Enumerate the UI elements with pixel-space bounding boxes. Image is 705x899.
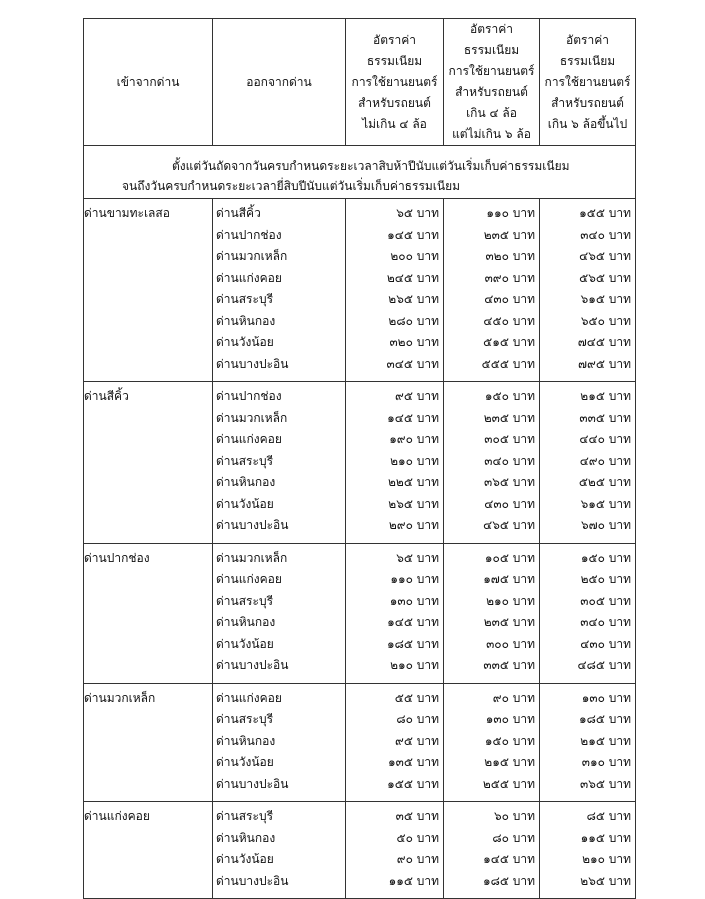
rate-over-6-wheels: ๓๑๐ บาท (581, 755, 631, 769)
entry-gate-group (84, 802, 636, 899)
rate-4-wheels-cell (346, 802, 444, 899)
rate-over-6-wheels: ๑๕๕ บาท (579, 206, 631, 220)
exit-gate-name: ด่านมวกเหล็ก (216, 410, 288, 425)
entry-gate-cell (84, 199, 213, 382)
exit-gate-cell (213, 382, 346, 544)
exit-gate-cell (213, 543, 346, 683)
rate-6-wheels: ๑๑๐ บาท (486, 206, 535, 220)
exit-gate-name: ด่านสีคิ้ว (216, 206, 261, 220)
rate-6-wheels: ๓๐๐ บาท (486, 636, 535, 651)
rate-6-wheels: ๕๑๕ บาท (483, 335, 535, 349)
rate-6-wheels: ๓๒๐ บาท (485, 249, 535, 263)
rate-over-6-wheels: ๔๔๐ บาท (579, 432, 631, 446)
rate-6-wheels: ๒๕๕ บาท (482, 776, 535, 791)
rate-4-wheels: ๒๑๐ บาท (390, 658, 439, 672)
exit-gate-name: ด่านบางปะอิน (216, 658, 289, 672)
rate-4-wheels: ๘๐ บาท (396, 712, 439, 726)
rate-over-6-wheels: ๓๐๕ บาท (580, 593, 631, 608)
rate-4-wheels: ๖๕ บาท (396, 206, 439, 220)
rate-over-6-wheels: ๘๕ บาท (586, 809, 631, 823)
rate-over-6-wheels: ๒๑๕ บาท (580, 389, 631, 403)
rate-6-wheels: ๑๓๐ บาท (485, 712, 535, 726)
rate-4-wheels: ๒๖๕ บาท (388, 496, 439, 511)
rate-6-wheels: ๓๔๐ บาท (484, 453, 535, 468)
rate-6-wheels: ๑๗๕ บาท (483, 572, 535, 586)
rate-6-wheels: ๔๓๐ บาท (484, 496, 535, 511)
rate-4-wheels: ๒๐๐ บาท (390, 249, 439, 263)
period-note (84, 146, 636, 199)
exit-gate-name: ด่านวังน้อย (216, 496, 274, 511)
rate-over-6-wheels: ๓๓๕ บาท (579, 410, 631, 425)
exit-gate-name: ด่านวังน้อย (216, 852, 274, 866)
exit-gate-name: ด่านมวกเหล็ก (216, 550, 288, 565)
rate-4-wheels: ๑๔๕ บาท (387, 615, 439, 629)
entry-gate-name: ด่านแก่งคอย (84, 809, 150, 823)
rate-over-6-wheels: ๒๕๐ บาท (580, 572, 631, 586)
rate-over-6-wheels: ๔๘๕ บาท (577, 658, 631, 672)
header-exit-gate: ออกจากด่าน (213, 19, 346, 146)
exit-gate-name: ด่านบางปะอิน (216, 873, 289, 888)
rate-over-6-wheels: ๑๓๐ บาท (581, 690, 631, 705)
rate-4-wheels: ๒๙๐ บาท (388, 518, 439, 532)
entry-gate-name: ด่านสีคิ้ว (84, 389, 129, 403)
rate-4-wheels-cell (346, 683, 444, 802)
rate-6-wheels: ๒๓๕ บาท (483, 615, 535, 629)
rate-6-wheels: ๒๓๕ บาท (483, 227, 535, 242)
rate-over-6-wheels: ๕๒๕ บาท (578, 475, 631, 489)
rate-4-wheels: ๑๔๕ บาท (387, 227, 439, 242)
rate-6-wheels: ๔๖๕ บาท (483, 518, 535, 532)
rate-6-wheels: ๒๑๐ บาท (486, 593, 535, 608)
entry-gate-cell (84, 683, 213, 802)
rate-over-6-wheels: ๓๖๕ บาท (580, 776, 631, 791)
rate-6-wheels: ๔๓๐ บาท (484, 292, 535, 306)
rate-4-wheels-cell (346, 543, 444, 683)
rate-6-wheels: ๘๐ บาท (492, 830, 535, 845)
rate-4-wheels: ๒๘๐ บาท (388, 313, 439, 328)
rate-over-6-wheels-cell (540, 802, 636, 899)
exit-gate-cell (213, 683, 346, 802)
rate-6-wheels: ๓๐๕ บาท (484, 432, 535, 446)
rate-6-wheels-cell (444, 543, 540, 683)
rate-6-wheels: ๒๓๕ บาท (483, 410, 535, 425)
header-rate-4-wheels: อัตราค่าธรรมเนียม การใช้ยานยนตร์ สำหรับรถยนต์ ไม่เกิน ๔ ล้อ (346, 19, 444, 146)
header-rate-over-6-wheels: อัตราค่าธรรมเนียม การใช้ยานยนตร์ สำหรับรถยนต์ เกิน ๖ ล้อขึ้นไป (540, 19, 636, 146)
exit-gate-name: ด่านหินกอง (216, 313, 276, 328)
rate-4-wheels: ๑๔๕ บาท (387, 410, 439, 425)
rate-over-6-wheels: ๖๑๕ บาท (580, 496, 631, 511)
rate-4-wheels: ๓๒๐ บาท (389, 335, 439, 349)
entry-gate-cell (84, 802, 213, 899)
exit-gate-name: ด่านหินกอง (216, 475, 276, 489)
rate-6-wheels: ๕๕๕ บาท (481, 356, 535, 371)
rate-over-6-wheels-cell (540, 199, 636, 382)
entry-gate-group (84, 382, 636, 544)
rate-over-6-wheels: ๒๑๐ บาท (582, 852, 631, 866)
rate-6-wheels: ๑๕๐ บาท (484, 389, 535, 403)
rate-over-6-wheels: ๓๔๐ บาท (580, 615, 631, 629)
exit-gate-name: ด่านสระบุรี (216, 809, 274, 823)
rate-4-wheels: ๒๑๐ บาท (390, 453, 439, 468)
rate-6-wheels: ๙๐ บาท (492, 690, 535, 705)
exit-gate-name: ด่านวังน้อย (216, 335, 274, 349)
period-note-row (84, 146, 636, 199)
rate-4-wheels: ๑๓๐ บาท (389, 593, 439, 608)
entry-gate-name: ด่านขามทะเลสอ (84, 206, 170, 220)
rate-4-wheels: ๑๑๐ บาท (390, 572, 439, 586)
rate-4-wheels: ๑๑๕ บาท (388, 873, 439, 888)
rate-6-wheels: ๑๔๕ บาท (483, 852, 535, 866)
rate-4-wheels-cell (346, 199, 444, 382)
exit-gate-name: ด่านหินกอง (216, 615, 276, 629)
exit-gate-name: ด่านปากช่อง (216, 389, 282, 403)
exit-gate-name: ด่านมวกเหล็ก (216, 249, 288, 263)
entry-gate-name: ด่านปากช่อง (84, 550, 150, 565)
rate-6-wheels-cell (444, 382, 540, 544)
rate-over-6-wheels: ๔๙๐ บาท (579, 453, 631, 468)
exit-gate-name: ด่านแก่งคอย (216, 270, 282, 285)
rate-over-6-wheels: ๗๙๕ บาท (578, 356, 631, 371)
exit-gate-name: ด่านแก่งคอย (216, 432, 282, 446)
rate-4-wheels: ๑๓๕ บาท (388, 755, 439, 769)
rate-4-wheels: ๖๕ บาท (396, 550, 439, 565)
rate-4-wheels: ๙๐ บาท (396, 852, 439, 866)
rate-over-6-wheels: ๖๗๐ บาท (580, 518, 631, 532)
rate-over-6-wheels: ๓๔๐ บาท (580, 227, 631, 242)
rate-over-6-wheels: ๖๑๕ บาท (580, 292, 631, 306)
entry-gate-group (84, 543, 636, 683)
entry-gate-name: ด่านมวกเหล็ก (84, 690, 156, 705)
header-entry-gate: เข้าจากด่าน (84, 19, 213, 146)
rate-6-wheels: ๔๕๐ บาท (483, 313, 535, 328)
exit-gate-name: ด่านสระบุรี (216, 453, 274, 468)
rate-4-wheels: ๑๕๕ บาท (387, 776, 439, 791)
exit-gate-name: ด่านสระบุรี (216, 292, 274, 306)
header-row (84, 19, 636, 146)
header-rate-6-wheels: อัตราค่าธรรมเนียม การใช้ยานยนตร์ สำหรับรถยนต์ เกิน ๔ ล้อ แต่ไม่เกิน ๖ ล้อ (444, 19, 540, 146)
entry-gate-group (84, 199, 636, 382)
rate-6-wheels: ๑๐๕ บาท (484, 550, 535, 565)
exit-gate-name: ด่านหินกอง (216, 733, 276, 748)
rate-4-wheels: ๒๔๕ บาท (386, 270, 439, 285)
rate-4-wheels: ๑๘๕ บาท (386, 636, 439, 651)
exit-gate-name: ด่านแก่งคอย (216, 690, 282, 705)
exit-gate-name: ด่านบางปะอิน (216, 776, 289, 791)
exit-gate-name: ด่านหินกอง (216, 830, 276, 845)
exit-gate-name: ด่านวังน้อย (216, 755, 274, 769)
rate-4-wheels-cell (346, 382, 444, 544)
rate-over-6-wheels: ๑๕๐ บาท (580, 550, 631, 565)
rate-4-wheels: ๓๔๕ บาท (386, 356, 439, 371)
exit-gate-cell (213, 802, 346, 899)
period-note-line1: ตั้งแต่วันถัดจากวันครบกำหนดระยะเวลาสิบห้าปีนับแต่วันเริ่มเก็บค่าธรรมเนียม (172, 159, 570, 173)
exit-gate-name: ด่านบางปะอิน (216, 518, 289, 532)
rate-over-6-wheels: ๔๖๕ บาท (579, 249, 631, 263)
entry-gate-cell (84, 382, 213, 544)
rate-4-wheels: ๕๐ บาท (396, 830, 439, 845)
rate-4-wheels: ๓๕ บาท (395, 809, 439, 823)
exit-gate-name: ด่านสระบุรี (216, 712, 274, 726)
rate-6-wheels-cell (444, 802, 540, 899)
rate-4-wheels: ๕๕ บาท (394, 690, 439, 705)
exit-gate-name: ด่านแก่งคอย (216, 572, 282, 586)
rate-4-wheels: ๒๖๕ บาท (388, 292, 439, 306)
rate-6-wheels-cell (444, 199, 540, 382)
rate-6-wheels: ๑๘๕ บาท (482, 873, 535, 888)
rate-4-wheels: ๙๕ บาท (395, 389, 439, 403)
rate-over-6-wheels: ๒๑๕ บาท (580, 733, 631, 748)
entry-gate-group (84, 683, 636, 802)
rate-4-wheels: ๙๕ บาท (395, 733, 439, 748)
rate-over-6-wheels: ๗๔๕ บาท (577, 335, 631, 349)
toll-rate-table (83, 18, 636, 899)
exit-gate-name: ด่านวังน้อย (216, 636, 274, 651)
rate-6-wheels: ๓๓๕ บาท (483, 658, 535, 672)
rate-over-6-wheels: ๒๖๕ บาท (580, 873, 631, 888)
exit-gate-name: ด่านสระบุรี (216, 593, 274, 608)
rate-over-6-wheels: ๑๘๕ บาท (578, 712, 631, 726)
rate-over-6-wheels-cell (540, 683, 636, 802)
rate-4-wheels: ๒๒๕ บาท (388, 475, 439, 489)
rate-6-wheels: ๓๖๕ บาท (484, 475, 535, 489)
rate-6-wheels: ๓๙๐ บาท (484, 270, 535, 285)
rate-over-6-wheels: ๕๖๕ บาท (579, 270, 631, 285)
exit-gate-cell (213, 199, 346, 382)
rate-over-6-wheels: ๑๑๕ บาท (580, 830, 631, 845)
rate-6-wheels: ๒๑๕ บาท (484, 755, 535, 769)
rate-6-wheels-cell (444, 683, 540, 802)
rate-over-6-wheels: ๔๓๐ บาท (580, 636, 631, 651)
entry-gate-cell (84, 543, 213, 683)
period-note-line2: จนถึงวันครบกำหนดระยะเวลายี่สิบปีนับแต่วันเริ่มเก็บค่าธรรมเนียม (122, 179, 461, 193)
exit-gate-name: ด่านบางปะอิน (216, 356, 289, 371)
rate-over-6-wheels-cell (540, 543, 636, 683)
rate-6-wheels: ๖๐ บาท (493, 809, 535, 823)
rate-4-wheels: ๑๙๐ บาท (389, 432, 439, 446)
rate-6-wheels: ๑๕๐ บาท (484, 733, 535, 748)
rate-over-6-wheels-cell (540, 382, 636, 544)
rate-over-6-wheels: ๖๕๐ บาท (580, 313, 631, 328)
exit-gate-name: ด่านปากช่อง (216, 227, 282, 242)
